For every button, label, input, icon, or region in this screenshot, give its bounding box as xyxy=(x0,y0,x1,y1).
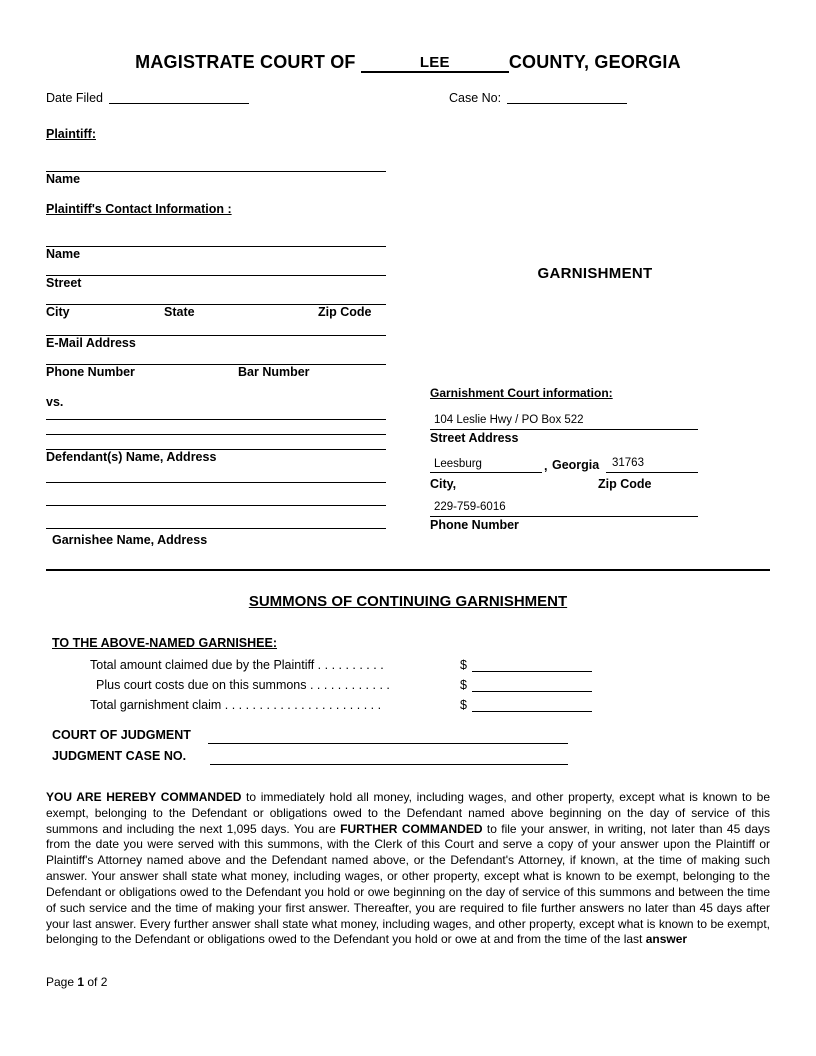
plaintiff-contact-label: Plaintiff's Contact Information : xyxy=(46,202,232,216)
title-prefix: MAGISTRATE COURT OF xyxy=(135,52,361,72)
judgment-case-no-label: JUDGMENT CASE NO. xyxy=(52,749,187,763)
currency-symbol: $ xyxy=(460,678,467,692)
citystatezip-labels xyxy=(46,305,386,321)
command-bold-2: FURTHER COMMANDED xyxy=(340,821,483,836)
page-footer xyxy=(46,975,107,989)
summons-heading: SUMMONS OF CONTINUING GARNISHMENT xyxy=(248,593,568,610)
comma-separator: , xyxy=(544,459,548,473)
court-zip-underline xyxy=(606,472,698,473)
court-of-judgment-label: COURT OF JUDGMENT xyxy=(52,728,191,742)
page-title xyxy=(46,52,770,73)
amount-label: Total garnishment claim . . . . . . . . . . . . . . . . . . . . . . . xyxy=(90,698,382,712)
court-citystatezip-row[interactable] xyxy=(430,457,698,475)
court-city-value: Leesburg xyxy=(434,458,482,470)
judgment-case-no-input[interactable] xyxy=(210,764,568,765)
currency-symbol: $ xyxy=(460,698,467,712)
amount-row xyxy=(90,696,770,716)
court-city-underline xyxy=(430,472,542,473)
garnishee-label: Garnishee Name, Address xyxy=(52,533,208,547)
amount-row xyxy=(90,676,770,696)
filing-row xyxy=(46,91,770,105)
phone-number-label: Phone Number xyxy=(46,365,135,379)
footer-page-prefix: Page xyxy=(46,975,78,989)
amount-label: Plus court costs due on this summons . . . . . . . . . . . . xyxy=(96,678,390,692)
amount-input[interactable] xyxy=(472,691,592,692)
right-column xyxy=(430,125,760,532)
county-field[interactable]: LEE xyxy=(361,55,509,74)
title-suffix: COUNTY, GEORGIA xyxy=(508,52,681,72)
command-text-2: to file your answer, in writing, not later than 45 days from the date you were served with this summons, with the Clerk of this Court and serve a copy of your answer upon the Plaintiff or Plaintiff's Attorney named above and the Defendant named above, or the Defendant's Attorney, if known, at the time of making such answer. Your answer shall state what money, including wages, or other property, except what is known to be exempt, belonging to the Defendant or obligations owed to the Defendant you hold or owe beginning on the day of service of this summons and between the time of such service and the time of making your first answer. Thereafter, you are required to file further answers no later than 45 days after your last answer. Every further answer shall state what money, including wages, and other property, except what is known to be exempt, belonging to the Defendant or obligations owed to the Defendant you hold or owe at and from the time of the last xyxy=(46,821,770,947)
command-bold-1: YOU ARE HEREBY COMMANDED xyxy=(46,790,242,804)
email-label: E-Mail Address xyxy=(46,336,136,350)
amount-input[interactable] xyxy=(472,671,592,672)
plaintiff-name-label: Name xyxy=(46,172,81,186)
court-state-value: Georgia xyxy=(552,458,600,472)
court-phone-label: Phone Number xyxy=(430,518,519,532)
contact-street-label: Street xyxy=(46,276,82,290)
command-bold-3: answer xyxy=(645,932,688,947)
case-no-group xyxy=(449,91,627,105)
footer-page-total: 2 xyxy=(100,975,108,989)
date-filed-label: Date Filed xyxy=(46,91,103,105)
document-content xyxy=(46,52,770,948)
case-no-input[interactable] xyxy=(507,91,627,104)
court-of-judgment-row xyxy=(52,728,770,747)
garnishment-court-info-title: Garnishment Court information: xyxy=(430,386,613,400)
command-paragraph xyxy=(46,790,770,948)
amount-row xyxy=(90,656,770,676)
court-phone-input[interactable] xyxy=(430,501,698,517)
plaintiff-section-label: Plaintiff: xyxy=(46,127,96,141)
court-street-input[interactable] xyxy=(430,414,698,430)
zip-label: Zip Code xyxy=(318,305,372,319)
judgment-case-no-row xyxy=(52,749,770,768)
amount-label: Total amount claimed due by the Plaintiff . . . . . . . . . . xyxy=(90,658,384,672)
court-street-label: Street Address xyxy=(430,431,519,445)
form-body xyxy=(46,125,770,547)
city-label: City xyxy=(46,305,70,319)
bar-number-label: Bar Number xyxy=(238,365,310,379)
command-text-1: to immediately hold all money, including wages, and other property, except what is known to be exempt, belonging to the Defendant or obligations owed to the Defendant named above beginning on the day of service of this summons and including the next 1,095 days. You are xyxy=(46,790,770,836)
court-zip-label: Zip Code xyxy=(598,477,652,491)
footer-page-number: 1 xyxy=(77,975,85,989)
vs-label: vs. xyxy=(46,395,64,409)
garnishment-title: GARNISHMENT xyxy=(537,265,653,282)
court-phone-value: 229-759-6016 xyxy=(434,501,506,513)
date-filed-input[interactable] xyxy=(109,91,249,104)
state-label: State xyxy=(164,305,195,319)
court-city-label: City, xyxy=(430,477,457,491)
phone-bar-labels xyxy=(46,365,386,381)
court-zip-value: 31763 xyxy=(612,457,644,469)
currency-symbol: $ xyxy=(460,658,467,672)
court-citystatezip-labels xyxy=(430,477,698,493)
footer-page-mid: of xyxy=(84,975,101,989)
section-divider xyxy=(46,569,770,571)
case-no-label: Case No: xyxy=(448,91,502,105)
amount-input[interactable] xyxy=(472,711,592,712)
court-street-value: 104 Leslie Hwy / PO Box 522 xyxy=(434,414,584,426)
contact-name-label: Name xyxy=(46,247,81,261)
left-column xyxy=(46,125,386,547)
court-of-judgment-input[interactable] xyxy=(208,743,568,744)
garnishee-line-3[interactable] xyxy=(46,528,386,529)
defendant-label: Defendant(s) Name, Address xyxy=(46,450,217,464)
to-garnishee-heading: TO THE ABOVE-NAMED GARNISHEE: xyxy=(52,636,278,650)
